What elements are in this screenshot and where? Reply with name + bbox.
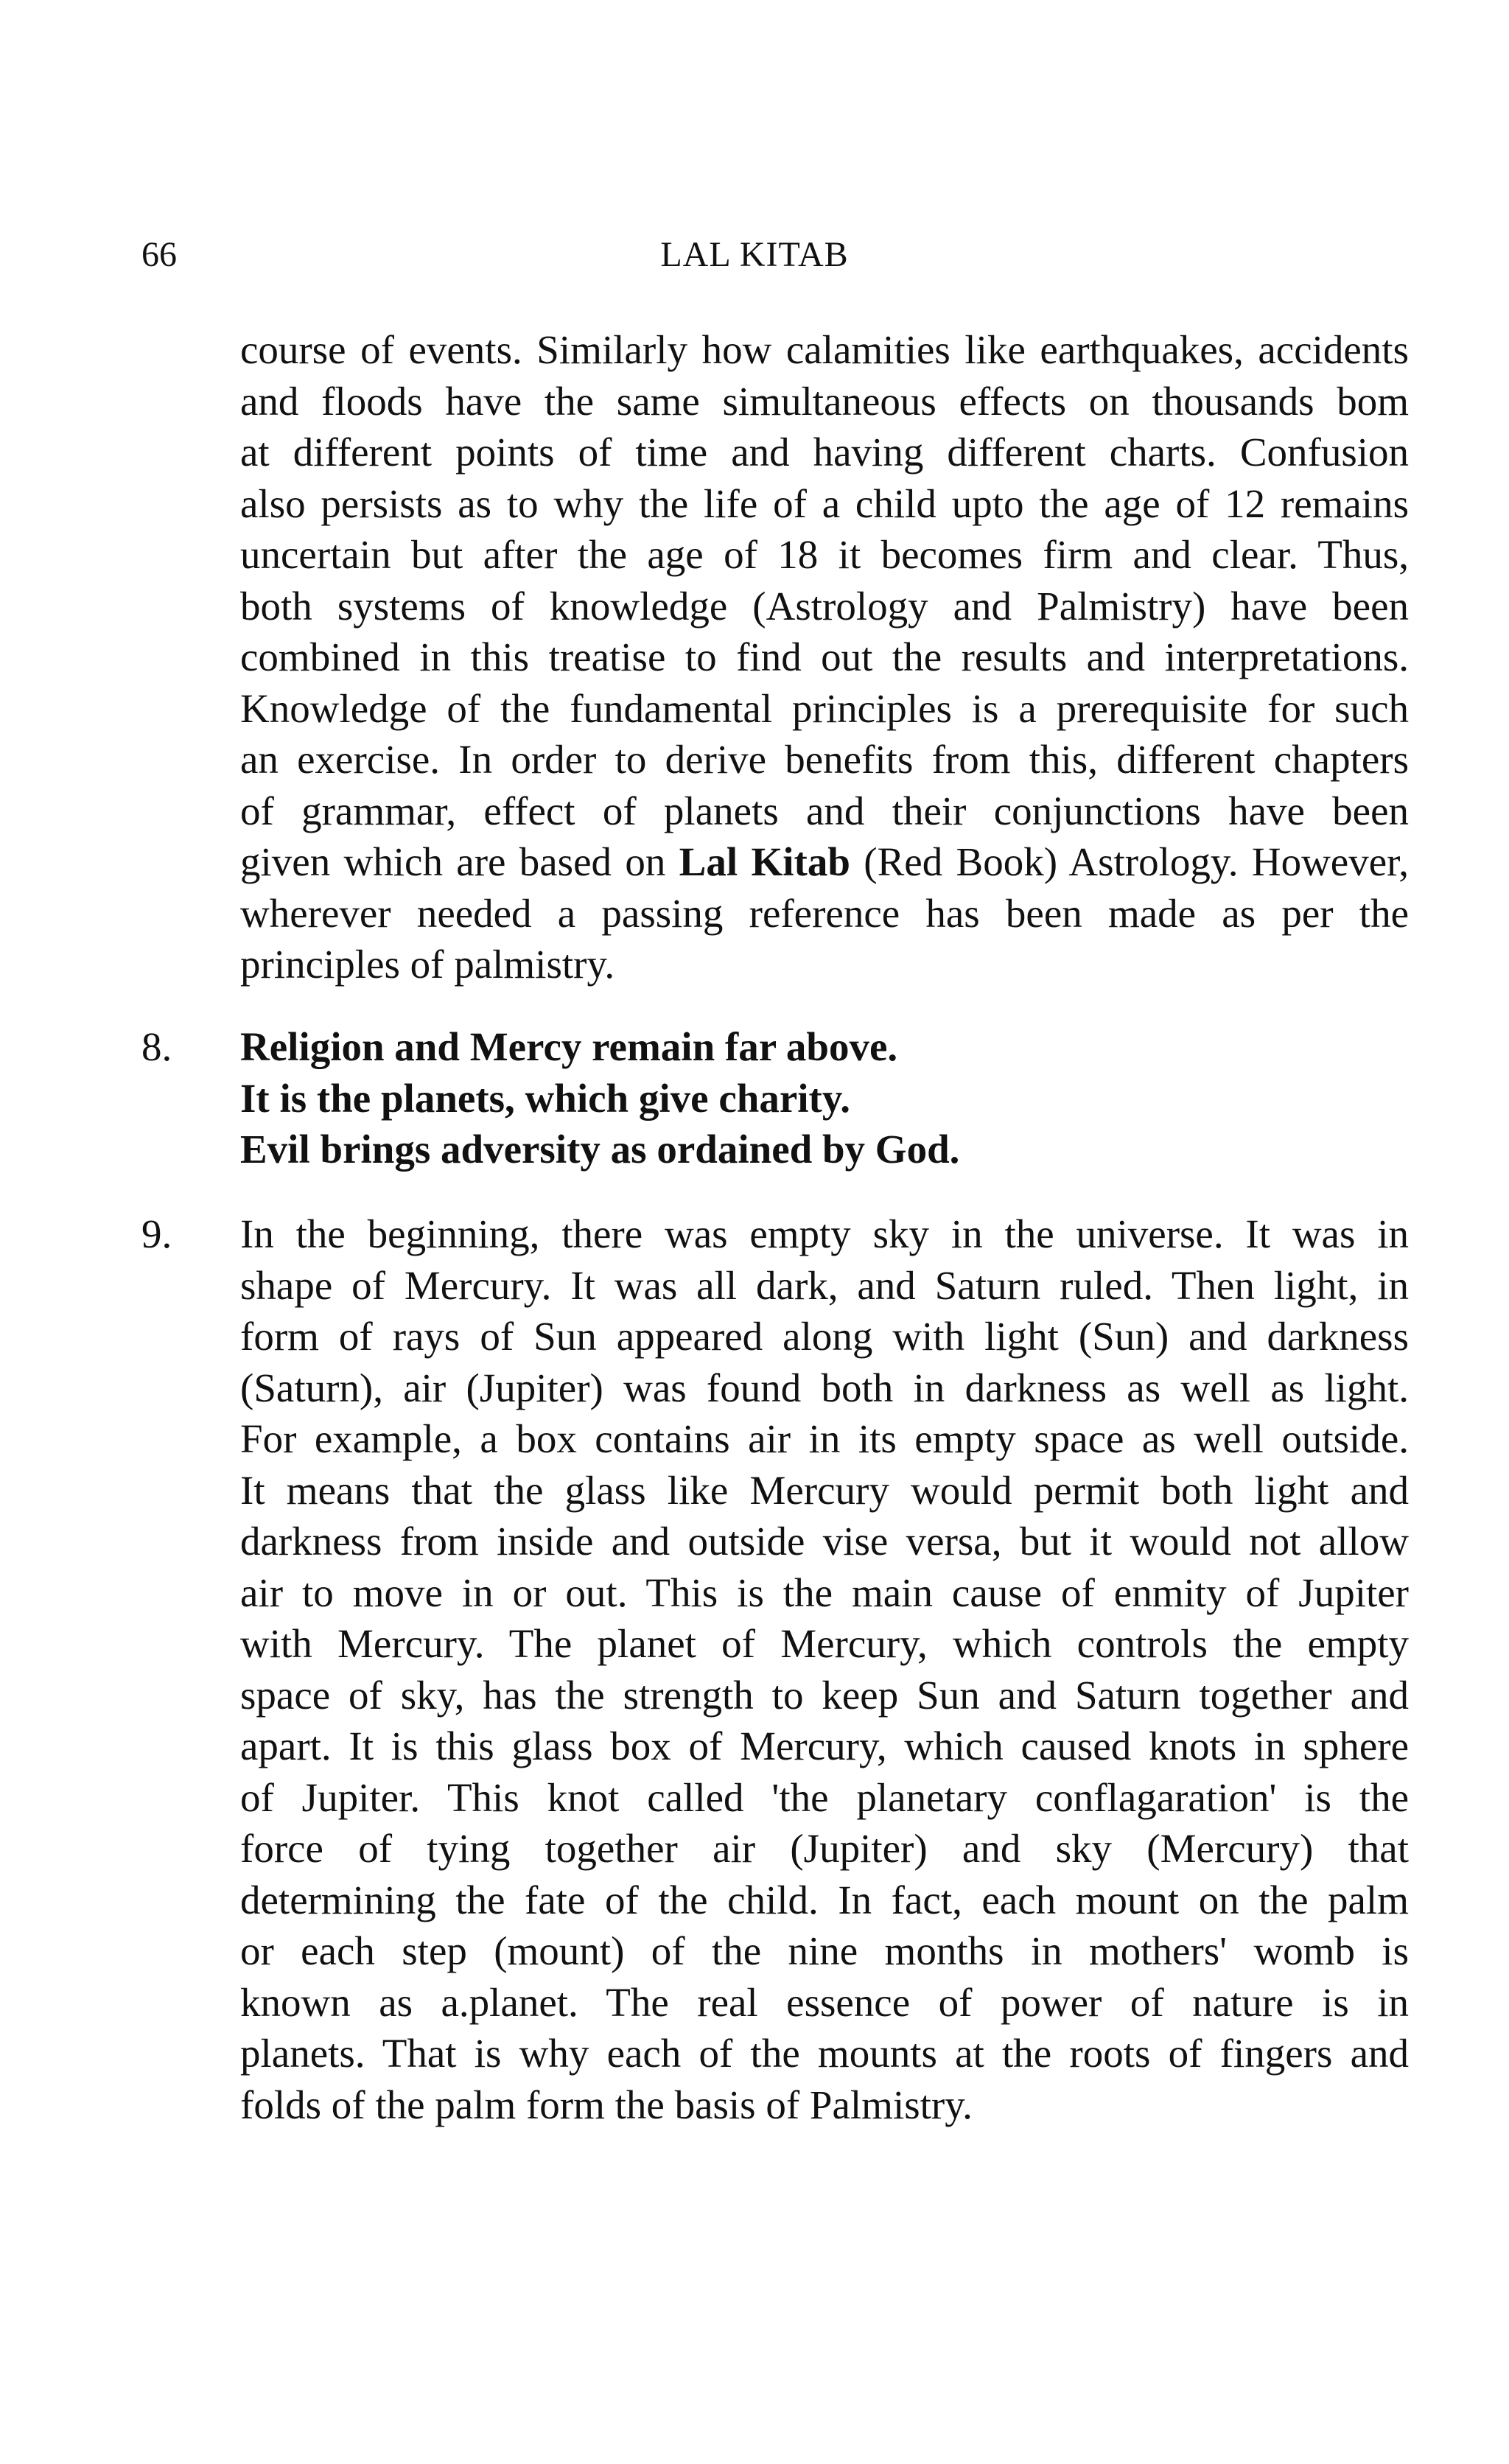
paragraph-line: principles of palmistry.	[240, 942, 615, 987]
paragraph-line: with Mercury. The planet of Mercury, which controls the empty	[240, 1621, 1409, 1666]
paragraph-line: (Saturn), air (Jupiter) was found both in darkness as well as light.	[240, 1365, 1409, 1410]
paragraph-line: determining the fate of the child. In fact, each mount on the palm	[240, 1877, 1409, 1922]
paragraph-line: combined in this treatise to find out the results and interpretations.	[240, 634, 1409, 679]
line-text: (Red Book) Astrology. However,	[850, 839, 1409, 884]
paragraph-1	[240, 324, 1409, 990]
paragraph-line: uncertain but after the age of 18 it becomes firm and clear. Thus,	[240, 532, 1409, 577]
verse-line: Religion and Mercy remain far above.	[240, 1024, 898, 1069]
paragraph-line: It means that the glass like Mercury would permit both light and	[240, 1467, 1409, 1513]
page-number: 66	[141, 235, 177, 274]
paragraph-line: air to move in or out. This is the main cause of enmity of Jupiter	[240, 1569, 1409, 1615]
paragraph-line: both systems of knowledge (Astrology and Palmistry) have been	[240, 583, 1409, 629]
paragraph-line: darkness from inside and outside vise versa, but it would not allow	[240, 1519, 1409, 1564]
paragraph-line: course of events. Similarly how calamities like earthquakes, accidents	[240, 327, 1409, 372]
paragraph-line: an exercise. In order to derive benefits from this, different chapters	[240, 737, 1409, 782]
line-text: given which are based on	[240, 839, 679, 884]
paragraph-line: shape of Mercury. It was all dark, and Saturn ruled. Then light, in	[240, 1262, 1409, 1308]
paragraph-line: folds of the palm form the basis of Palmistry.	[240, 2082, 973, 2127]
paragraph-line: of grammar, effect of planets and their conjunctions have been	[240, 788, 1409, 833]
paragraph-line: In the beginning, there was empty sky in the universe. It was in	[240, 1211, 1409, 1256]
paragraph-line: or each step (mount) of the nine months in mothers' womb is	[240, 1928, 1409, 1973]
paragraph-line: known as a.planet. The real essence of power of nature is in	[240, 1979, 1409, 2025]
paragraph-line: Knowledge of the fundamental principles is a prerequisite for such	[240, 685, 1409, 731]
paragraph-line: apart. It is this glass box of Mercury, which caused knots in sphere	[240, 1723, 1409, 1768]
paragraph-line: space of sky, has the strength to keep Sun and Saturn together and	[240, 1672, 1409, 1718]
paragraph-line: For example, a box contains air in its empty space as well outside.	[240, 1416, 1409, 1461]
paragraph-line: wherever needed a passing reference has been made as per the	[240, 890, 1409, 936]
verse-line: It is the planets, which give charity.	[240, 1075, 851, 1121]
item-number-9: 9.	[141, 1211, 172, 1256]
verse-line: Evil brings adversity as ordained by God.	[240, 1127, 960, 1172]
item-number-8: 8.	[141, 1024, 172, 1069]
book-title-bold: Lal Kitab	[679, 839, 850, 884]
paragraph-line: and floods have the same simultaneous effects on thousands bom	[240, 378, 1409, 424]
paragraph-line	[240, 836, 1409, 888]
paragraph-line: of Jupiter. This knot called 'the planetary conflagaration' is the	[240, 1774, 1409, 1820]
paragraph-line: force of tying together air (Jupiter) and sky (Mercury) that	[240, 1826, 1409, 1871]
paragraph-line: at different points of time and having different charts. Confusion	[240, 430, 1409, 475]
running-head: LAL KITAB	[660, 235, 849, 274]
item-8-verse	[240, 1021, 1409, 1175]
paragraph-line: planets. That is why each of the mounts at the roots of fingers and	[240, 2031, 1409, 2076]
item-9-paragraph	[240, 1208, 1409, 2130]
paragraph-line: also persists as to why the life of a child upto the age of 12 remains	[240, 480, 1409, 526]
paragraph-line: form of rays of Sun appeared along with light (Sun) and darkness	[240, 1314, 1409, 1359]
